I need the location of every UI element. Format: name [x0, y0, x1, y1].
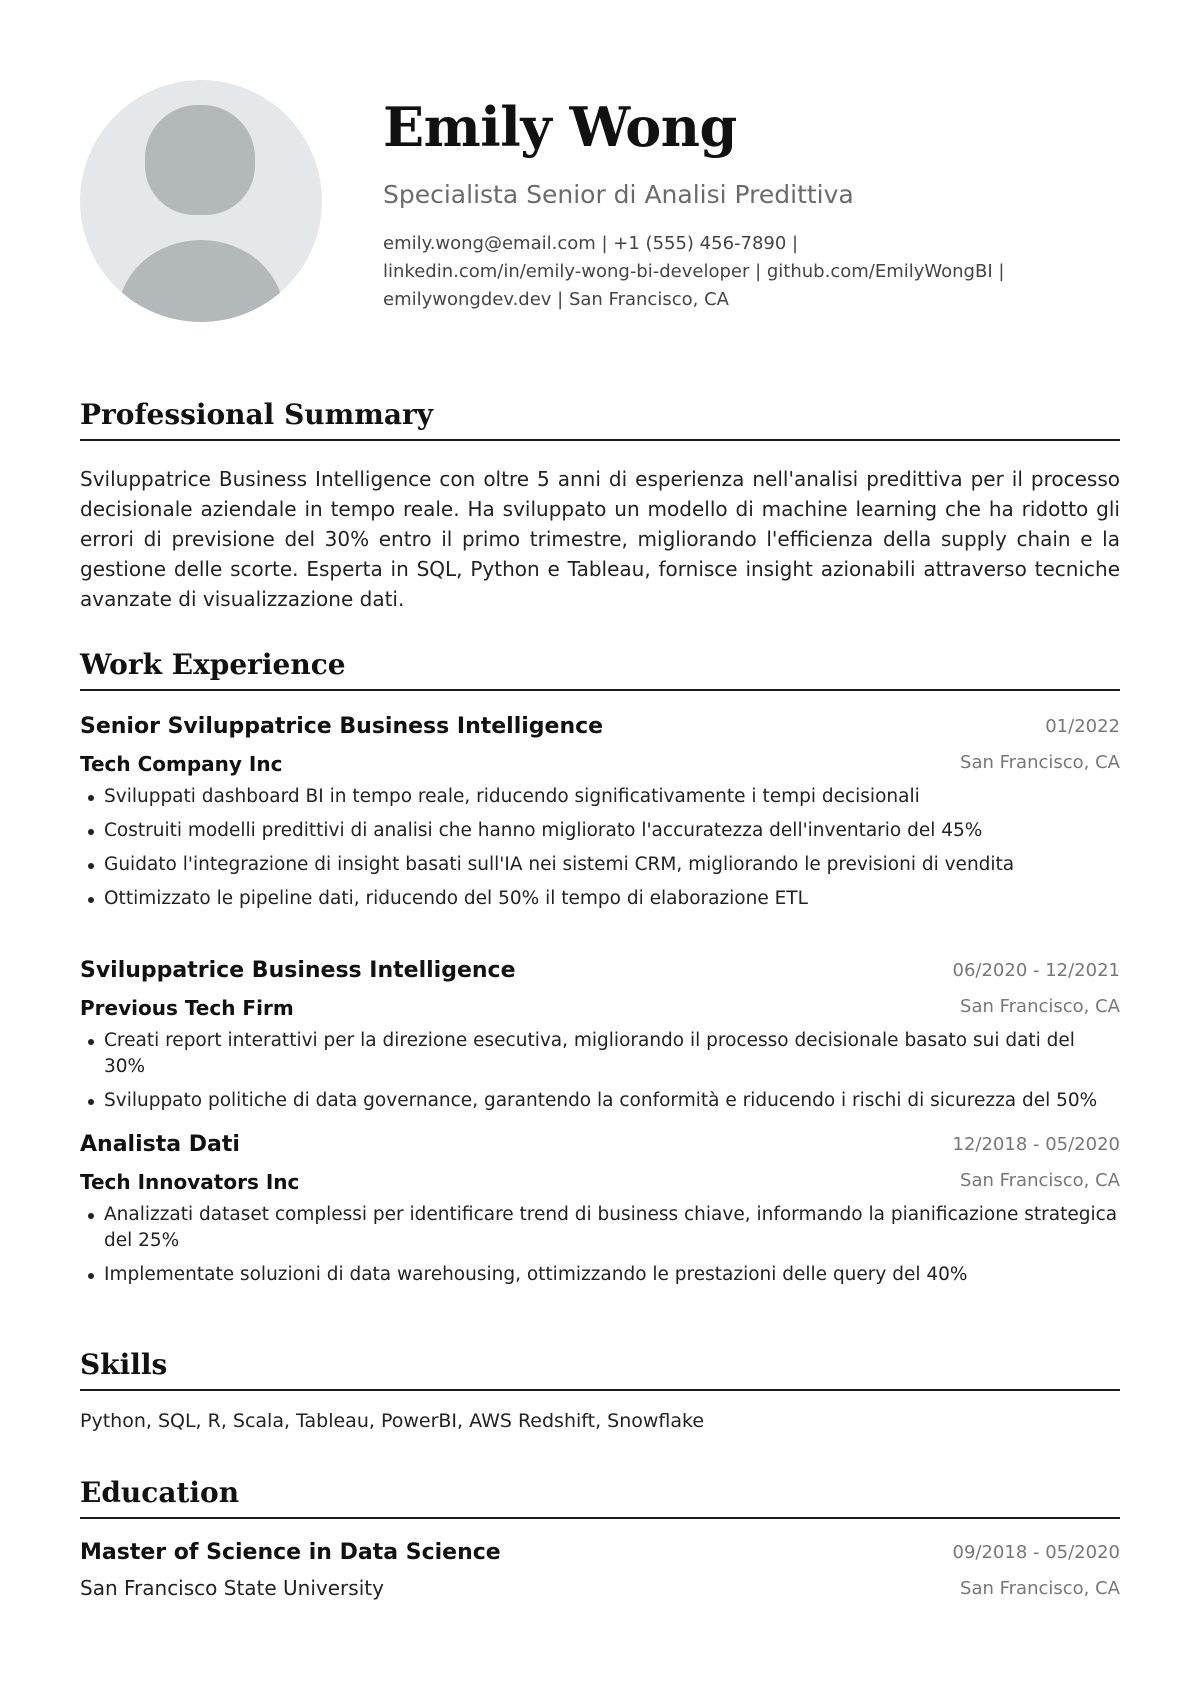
job-location: San Francisco, CA: [960, 752, 1120, 773]
job-bullets: [84, 1028, 1120, 1122]
job-title: Analista Dati: [80, 1132, 240, 1157]
job-location: San Francisco, CA: [960, 996, 1120, 1017]
avatar-body-shape: [118, 240, 284, 322]
contact-info: [383, 230, 1103, 314]
education-school: San Francisco State University: [80, 1576, 384, 1600]
contact-line: emily.wong@email.com | +1 (555) 456-7890 |: [383, 233, 799, 254]
list-item: Costruiti modelli predittivi di analisi che hanno migliorato l'accuratezza dell'inventario del 45%: [84, 818, 1120, 844]
job-title: Senior Sviluppatrice Business Intelligence: [80, 714, 604, 739]
education-location: San Francisco, CA: [960, 1578, 1120, 1599]
list-item: Implementate soluzioni di data warehousing, ottimizzando le prestazioni delle query del 40%: [84, 1262, 1120, 1288]
contact-line: linkedin.com/in/emily-wong-bi-developer | github.com/EmilyWongBI |: [383, 261, 1005, 282]
job-location: San Francisco, CA: [960, 1170, 1120, 1191]
list-item: Creati report interattivi per la direzione esecutiva, migliorando il processo decisionale basato sui dati del 30%: [84, 1028, 1120, 1080]
section-title-summary: Professional Summary: [80, 395, 1120, 441]
avatar: [80, 80, 322, 322]
candidate-name: Emily Wong: [383, 95, 737, 159]
education-degree: Master of Science in Data Science: [80, 1540, 501, 1565]
list-item: Analizzati dataset complessi per identificare trend di business chiave, informando la pianificazione strategica del 25%: [84, 1202, 1120, 1254]
job-bullets: [84, 784, 1120, 920]
job-date: 12/2018 - 05/2020: [952, 1134, 1120, 1155]
job-company: Previous Tech Firm: [80, 996, 294, 1020]
contact-line: emilywongdev.dev | San Francisco, CA: [383, 289, 729, 310]
job-bullets: [84, 1202, 1120, 1296]
section-title-skills: Skills: [80, 1345, 1120, 1391]
section-title-experience: Work Experience: [80, 645, 1120, 691]
avatar-head-shape: [145, 105, 255, 215]
job-company: Tech Company Inc: [80, 752, 283, 776]
list-item: Sviluppato politiche di data governance, garantendo la conformità e riducendo i rischi di sicurezza del 50%: [84, 1088, 1120, 1114]
skills-list: Python, SQL, R, Scala, Tableau, PowerBI, AWS Redshift, Snowflake: [80, 1410, 705, 1432]
list-item: Sviluppati dashboard BI in tempo reale, riducendo significativamente i tempi decisionali: [84, 784, 1120, 810]
list-item: Ottimizzato le pipeline dati, riducendo del 50% il tempo di elaborazione ETL: [84, 886, 1120, 912]
job-date: 01/2022: [1045, 716, 1120, 737]
list-item: Guidato l'integrazione di insight basati sull'IA nei sistemi CRM, migliorando le previsioni di vendita: [84, 852, 1120, 878]
summary-text: Sviluppatrice Business Intelligence con oltre 5 anni di esperienza nell'analisi predittiva per il processo decisionale aziendale in tempo reale. Ha sviluppato un modello di machine learning che ha ridotto gli errori di previsione del 30% entro il primo trimestre, migliorando l'efficienza della supply chain e la gestione delle scorte. Esperta in SQL, Python e Tableau, fornisce insight azionabili attraverso tecniche avanzate di visualizzazione dati.: [80, 467, 1120, 611]
education-date: 09/2018 - 05/2020: [952, 1542, 1120, 1563]
job-title: Sviluppatrice Business Intelligence: [80, 958, 516, 983]
candidate-role: Specialista Senior di Analisi Predittiva: [383, 180, 854, 209]
job-date: 06/2020 - 12/2021: [952, 960, 1120, 981]
job-company: Tech Innovators Inc: [80, 1170, 300, 1194]
section-title-education: Education: [80, 1473, 1120, 1519]
